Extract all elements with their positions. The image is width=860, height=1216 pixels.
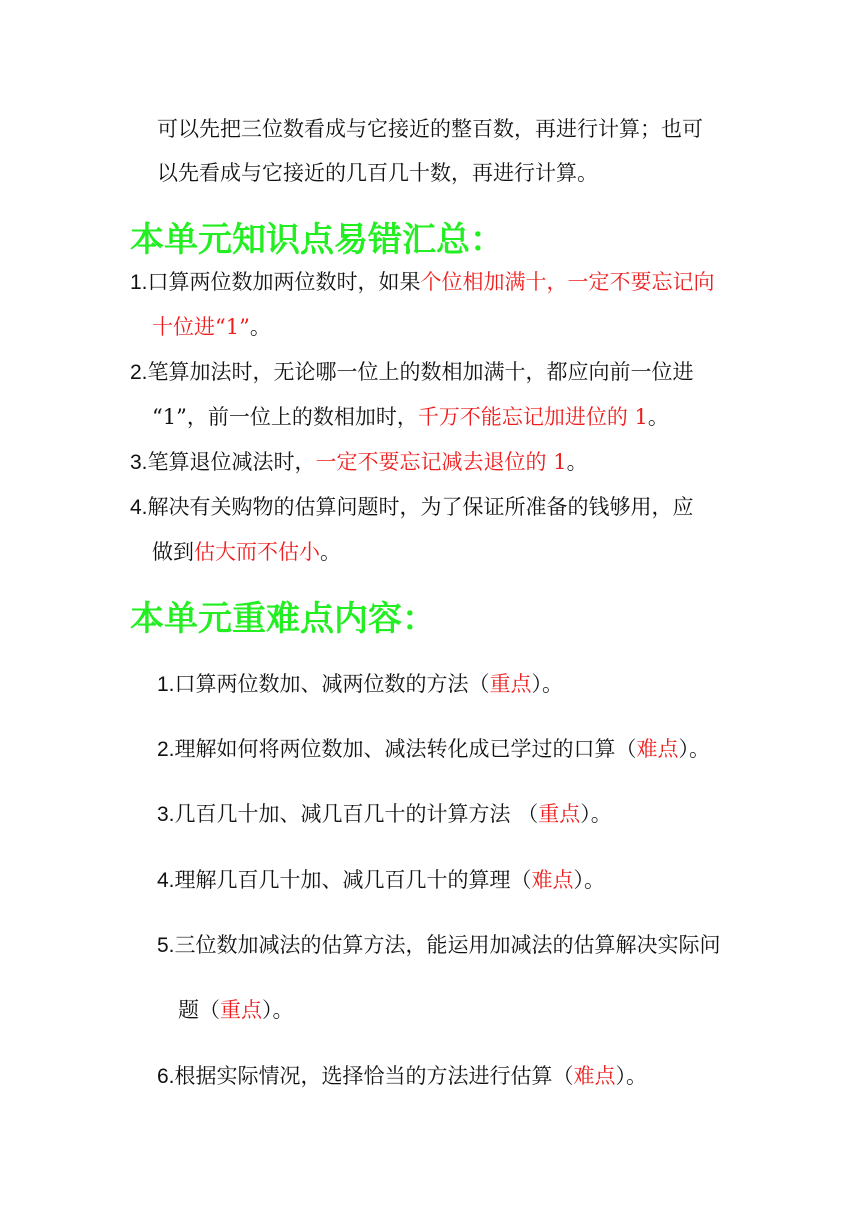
item-number: 2. bbox=[130, 361, 148, 384]
list-item bbox=[157, 866, 605, 895]
item-tag: 重点 bbox=[220, 998, 262, 1022]
item-tag: 重点 bbox=[489, 672, 532, 696]
list-item bbox=[157, 931, 721, 960]
item-text: 理解如何将两位数加、减法转化成已学过的口算（ bbox=[174, 737, 637, 761]
item-highlight: 十位进“1” bbox=[152, 315, 250, 339]
item-tag: 重点 bbox=[538, 802, 581, 826]
item-number: 4. bbox=[157, 869, 175, 892]
list-item-continuation bbox=[152, 313, 271, 341]
item-text: ）。 bbox=[573, 868, 606, 892]
item-text: 笔算加法时，无论哪一位上的数相加满十，都应向前一位进 bbox=[147, 360, 694, 384]
item-text: 口算两位数加两位数时，如果 bbox=[147, 270, 421, 294]
item-number: 3. bbox=[130, 451, 148, 474]
intro-line-2: 以先看成与它接近的几百几十数，再进行计算。 bbox=[157, 161, 598, 185]
item-text: 。 bbox=[249, 315, 271, 339]
list-item-continuation bbox=[152, 403, 669, 431]
list-item bbox=[130, 448, 588, 477]
item-number: 1. bbox=[130, 271, 148, 294]
list-item bbox=[157, 735, 710, 764]
list-item bbox=[157, 800, 612, 829]
item-text: 三位数加减法的估算方法，能运用加减法的估算解决实际问 bbox=[174, 933, 721, 957]
item-text: 题（ bbox=[178, 998, 220, 1022]
item-tag: 难点 bbox=[573, 1064, 616, 1088]
key-points-heading: 本单元重难点内容： bbox=[130, 599, 436, 639]
item-text: 几百几十加、减几百几十的计算方法 （ bbox=[174, 802, 539, 826]
item-highlight: 千万不能忘记加进位的 1 bbox=[417, 405, 648, 429]
list-item bbox=[157, 670, 563, 699]
item-highlight: 一定不要忘记减去退位的 1 bbox=[315, 450, 567, 474]
item-text: 根据实际情况，选择恰当的方法进行估算（ bbox=[174, 1064, 574, 1088]
list-item bbox=[130, 268, 715, 297]
item-number: 3. bbox=[157, 803, 175, 826]
item-number: 1. bbox=[157, 673, 175, 696]
item-text: “1”，前一位上的数相加时， bbox=[152, 405, 418, 429]
item-text: 理解几百几十加、减几百几十的算理（ bbox=[174, 868, 532, 892]
item-text: ）。 bbox=[580, 802, 612, 826]
item-number: 5. bbox=[157, 934, 175, 957]
list-item bbox=[130, 493, 694, 522]
item-text: 口算两位数加、减两位数的方法（ bbox=[174, 672, 490, 696]
item-text: ）。 bbox=[678, 737, 711, 761]
item-text: ）。 bbox=[262, 998, 294, 1022]
list-item bbox=[130, 358, 694, 387]
item-number: 2. bbox=[157, 738, 175, 761]
item-highlight: 估大而不估小 bbox=[194, 540, 320, 564]
item-text: 。 bbox=[566, 450, 588, 474]
list-item-continuation bbox=[178, 996, 294, 1024]
errors-heading: 本单元知识点易错汇总： bbox=[130, 220, 504, 260]
item-text: ）。 bbox=[615, 1064, 648, 1088]
item-text: 笔算退位减法时， bbox=[147, 450, 316, 474]
intro-line-1: 可以先把三位数看成与它接近的整百数，再进行计算；也可 bbox=[157, 117, 703, 141]
item-text: 。 bbox=[320, 540, 341, 564]
item-text: 做到 bbox=[152, 540, 194, 564]
list-item bbox=[157, 1062, 647, 1091]
item-number: 4. bbox=[130, 496, 148, 519]
list-item-continuation bbox=[152, 538, 341, 566]
item-text: ）。 bbox=[531, 672, 564, 696]
item-tag: 难点 bbox=[531, 868, 574, 892]
item-number: 6. bbox=[157, 1065, 175, 1088]
item-text: 解决有关购物的估算问题时，为了保证所准备的钱够用，应 bbox=[147, 495, 694, 519]
item-tag: 难点 bbox=[636, 737, 679, 761]
item-text: 。 bbox=[647, 405, 669, 429]
item-highlight: 个位相加满十，一定不要忘记向 bbox=[420, 270, 715, 294]
